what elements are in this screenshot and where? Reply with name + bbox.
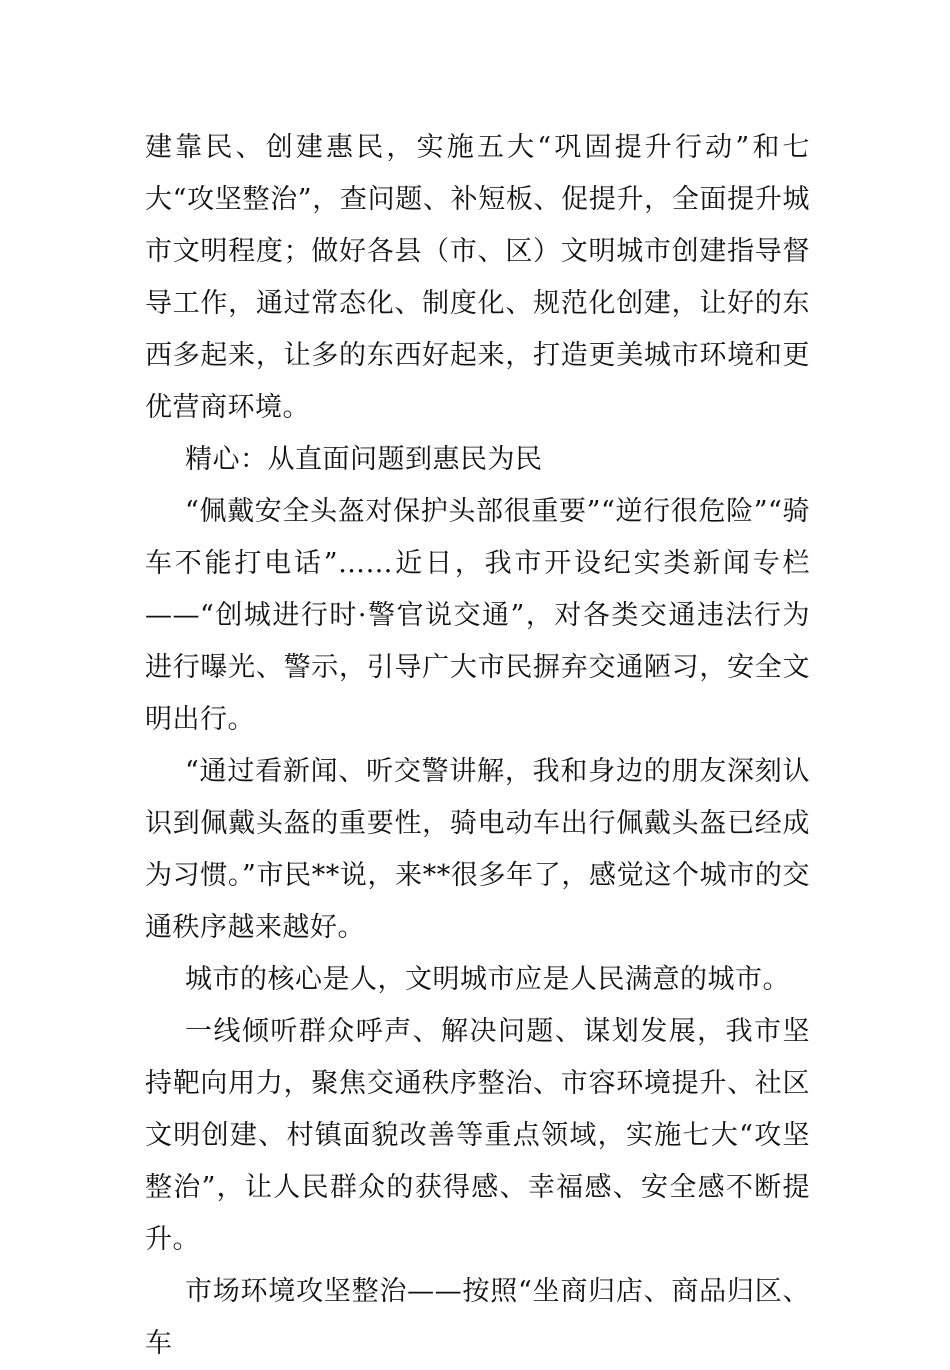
paragraph-7: 市场环境攻坚整治——按照“坐商归店、商品归区、车 <box>145 1276 810 1359</box>
paragraph-4: “通过看新闻、听交警讲解，我和身边的朋友深刻认识到佩戴头盔的重要性，骑电动车出行佩戴头盔已经成为习惯。”市民**说，来**很多年了，感觉这个城市的交通秩序越来越好。 <box>145 756 810 943</box>
body-text <box>145 122 810 1370</box>
paragraph-1: 建靠民、创建惠民，实施五大“巩固提升行动”和七大“攻坚整治”，查问题、补短板、促提升，全面提升城市文明程度；做好各县（市、区）文明城市创建指导督导工作，通过常态化、制度化、规范化创建，让好的东西多起来，让多的东西好起来，打造更美城市环境和更优营商环境。 <box>145 132 810 423</box>
paragraph-6: 一线倾听群众呼声、解决问题、谋划发展，我市坚持靶向用力，聚焦交通秩序整治、市容环境提升、社区文明创建、村镇面貌改善等重点领域，实施七大“攻坚整治”，让人民群众的获得感、幸福感、安全感不断提升。 <box>145 1016 810 1255</box>
section-heading: 精心：从直面问题到惠民为民 <box>185 444 543 475</box>
paragraph-3: “佩戴安全头盔对保护头部很重要”“逆行很危险”“骑车不能打电话”……近日，我市开设纪实类新闻专栏——“创城进行时·警官说交通”，对各类交通违法行为进行曝光、警示，引导广大市民摒弃交通陋习，安全文明出行。 <box>145 496 810 735</box>
paragraph-5: 城市的核心是人，文明城市应是人民满意的城市。 <box>185 964 790 995</box>
